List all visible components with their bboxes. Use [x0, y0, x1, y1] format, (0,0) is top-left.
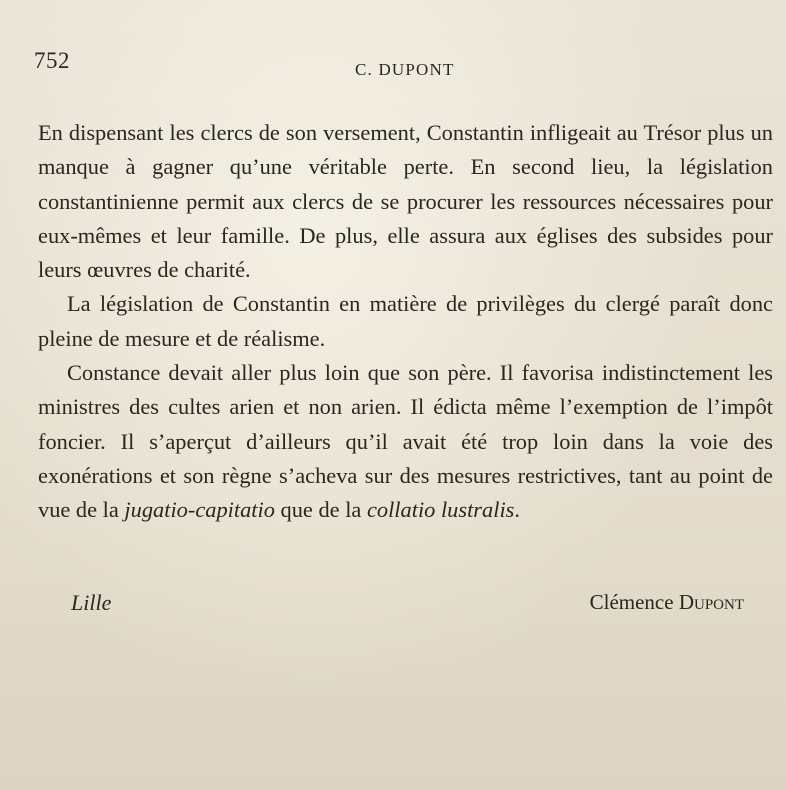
- author-last-name: Dupont: [678, 590, 744, 614]
- paragraph-3: [38, 356, 773, 527]
- signature-author: [590, 590, 744, 615]
- paragraph-2: La législation de Constantin en matière de privilèges du clergé paraît donc pleine de mesure et de réalisme.: [38, 291, 773, 351]
- page-number: 752: [34, 48, 70, 73]
- paragraph-3-text-b: que de la: [274, 497, 367, 523]
- paragraph-3-text-a: Constance devait aller plus loin que son père. Il favorisa indistinctement les ministres des cultes arien et non arien. Il édicta même l’exemption de l’impôt foncier. Il s’aperçut d’ailleurs qu’il avait été trop loin dans la voie des exonérations et son règne s’acheva sur des mesures restrictives, tant au point de vue de la: [38, 360, 773, 523]
- paragraph-1: En dispensant les clercs de son versement, Constantin infligeait au Trésor plus un manque à gagner qu’une véritable perte. En second lieu, la législation constantinienne permit aux clercs de se procurer les ressources nécessaires pour eux-mêmes et leur famille. De plus, elle assura aux églises des subsides pour leurs œuvres de charité.: [38, 120, 773, 283]
- running-head: C. DUPONT: [355, 60, 455, 79]
- paragraph-3-text-c: .: [514, 497, 520, 523]
- signature-place: Lille: [71, 590, 112, 615]
- author-first-name: Clémence: [589, 590, 679, 614]
- body-text: [38, 116, 773, 528]
- term-jugatio-capitatio: jugatio-capitatio: [124, 497, 275, 523]
- term-collatio-lustralis: collatio lustralis: [366, 497, 515, 523]
